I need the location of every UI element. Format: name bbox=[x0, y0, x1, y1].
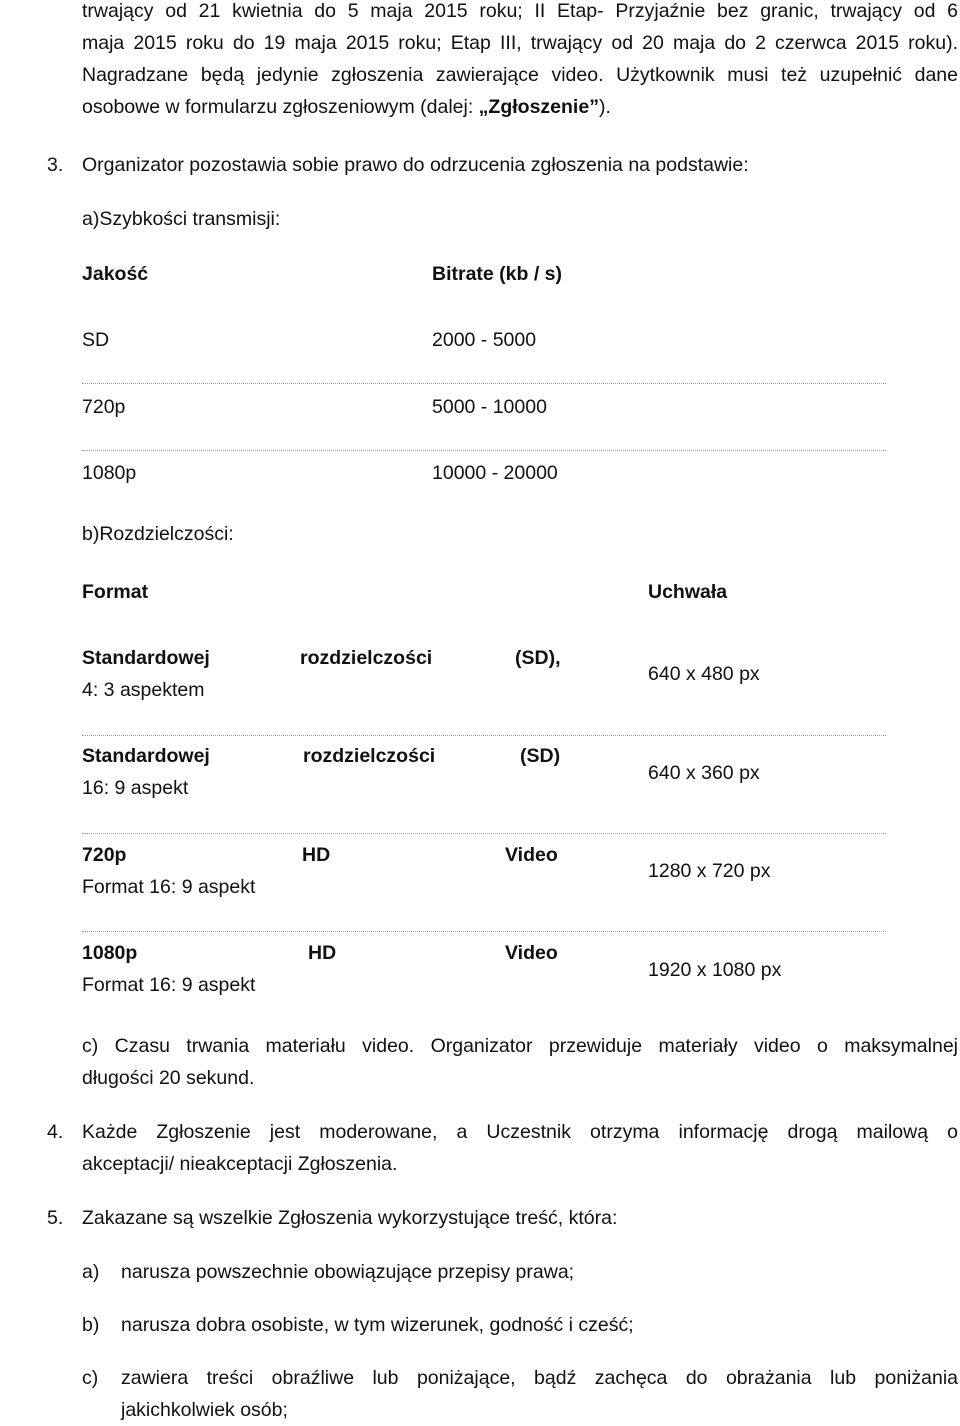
resolution-format-word: rozdzielczości bbox=[300, 647, 433, 669]
row-divider bbox=[82, 931, 886, 932]
resolution-header-value: Uchwała bbox=[648, 581, 728, 603]
row-divider bbox=[82, 450, 886, 451]
bitrate-row-quality: 720p bbox=[82, 396, 126, 418]
resolution-format-word: rozdzielczości bbox=[303, 745, 436, 767]
zgloszenie-term: „Zgłoszenie” bbox=[478, 96, 599, 118]
item-5b-text: narusza dobra osobiste, w tym wizerunek, godność i cześć; bbox=[121, 1314, 634, 1336]
resolution-format-word: Video bbox=[505, 942, 558, 964]
section-c-line: długości 20 sekund. bbox=[82, 1067, 255, 1089]
intro-line: maja 2015 roku do 19 maja 2015 roku; Etap III, trwający od 20 maja do 2 czerwca 2015 roku). bbox=[82, 32, 958, 54]
intro-line: trwający od 21 kwietnia do 5 maja 2015 roku; II Etap- Przyjaźnie bez granic, trwający od 6 bbox=[82, 0, 958, 22]
resolution-format-word: (SD) bbox=[520, 745, 561, 767]
resolution-format-word: HD bbox=[302, 844, 331, 866]
item-5-number: 5. bbox=[47, 1207, 64, 1229]
bitrate-row-value: 10000 - 20000 bbox=[432, 462, 558, 484]
item-5c-text: zawiera treści obraźliwe lub poniżające, bądź zachęca do obrażania lub poniżania bbox=[121, 1367, 958, 1389]
intro-text-end: ). bbox=[598, 96, 611, 118]
resolution-format-word: (SD), bbox=[515, 647, 561, 669]
resolution-format-word: Standardowej bbox=[82, 647, 210, 669]
item-3-text: Organizator pozostawia sobie prawo do odrzucenia zgłoszenia na podstawie: bbox=[82, 154, 749, 176]
resolution-value: 640 x 480 px bbox=[648, 663, 760, 685]
section-a-label: a)Szybkości transmisji: bbox=[82, 208, 281, 230]
intro-line: Nagradzane będą jedynie zgłoszenia zawierające video. Użytkownik musi też uzupełnić dane bbox=[82, 64, 958, 86]
bitrate-header-quality: Jakość bbox=[82, 263, 149, 285]
intro-line-last bbox=[82, 91, 611, 123]
resolution-format-word: HD bbox=[308, 942, 337, 964]
bitrate-header-bitrate: Bitrate (kb / s) bbox=[432, 263, 563, 285]
item-5c-label: c) bbox=[82, 1367, 99, 1389]
item-5a-text: narusza powszechnie obowiązujące przepisy prawa; bbox=[121, 1261, 575, 1283]
row-divider bbox=[82, 833, 886, 834]
bitrate-row-value: 2000 - 5000 bbox=[432, 329, 537, 351]
resolution-format-word: 720p bbox=[82, 844, 127, 866]
resolution-format-aspect: 4: 3 aspektem bbox=[82, 679, 205, 701]
row-divider bbox=[82, 735, 886, 736]
item-5a-label: a) bbox=[82, 1261, 100, 1283]
section-b-label: b)Rozdzielczości: bbox=[82, 523, 234, 545]
resolution-header-format: Format bbox=[82, 581, 149, 603]
intro-text: osobowe w formularzu zgłoszeniowym (dalej: bbox=[82, 96, 479, 118]
item-4-line: Każde Zgłoszenie jest moderowane, a Uczestnik otrzyma informację drogą mailową o bbox=[82, 1121, 958, 1143]
row-divider bbox=[82, 383, 886, 384]
bitrate-row-value: 5000 - 10000 bbox=[432, 396, 547, 418]
bitrate-row-quality: SD bbox=[82, 329, 110, 351]
resolution-format-word: Video bbox=[505, 844, 558, 866]
section-c-line: c) Czasu trwania materiału video. Organizator przewiduje materiały video o maksymalnej bbox=[82, 1035, 958, 1057]
resolution-value: 640 x 360 px bbox=[648, 762, 760, 784]
resolution-format-aspect: Format 16: 9 aspekt bbox=[82, 974, 256, 996]
item-5c-text: jakichkolwiek osób; bbox=[121, 1399, 288, 1421]
item-4-line: akceptacji/ nieakceptacji Zgłoszenia. bbox=[82, 1153, 398, 1175]
item-5-text: Zakazane są wszelkie Zgłoszenia wykorzystujące treść, która: bbox=[82, 1207, 618, 1229]
resolution-format-aspect: 16: 9 aspekt bbox=[82, 777, 189, 799]
resolution-value: 1280 x 720 px bbox=[648, 860, 771, 882]
resolution-format-word: Standardowej bbox=[82, 745, 210, 767]
item-3-number: 3. bbox=[47, 154, 64, 176]
item-4-number: 4. bbox=[47, 1121, 64, 1143]
resolution-value: 1920 x 1080 px bbox=[648, 959, 782, 981]
bitrate-row-quality: 1080p bbox=[82, 462, 137, 484]
item-5b-label: b) bbox=[82, 1314, 100, 1336]
resolution-format-aspect: Format 16: 9 aspekt bbox=[82, 876, 256, 898]
resolution-format-word: 1080p bbox=[82, 942, 138, 964]
